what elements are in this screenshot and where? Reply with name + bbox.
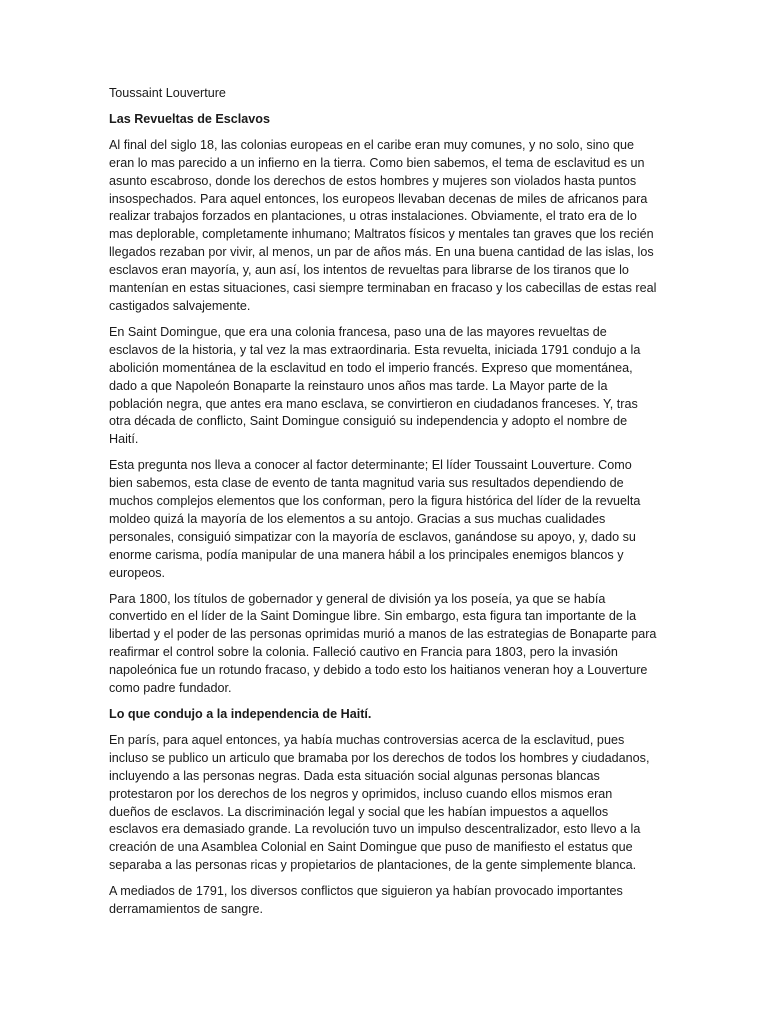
paragraph: En parís, para aquel entonces, ya había muchas controversias acerca de la esclavitud, pues incluso se publico un articulo que bramaba por los derechos de todos los hombres y ciudadanos, incluyendo a las personas negras. Dada esta situación social algunas personas blancas protestaron por los derechos de los negros y oprimidos, incluso cuando ellos mismos eran dueños de esclavos. La discriminación legal y social que les habían impuestos a aquellos esclavos era demasiado grande. La revolución tuvo un impulso descentralizador, esto llevo a la creación de una Asamblea Colonial en Saint Domingue que puso de manifiesto el estatus que separaba a las personas ricas y propietarios de plantaciones, de la gente simplemente blanca.	[109, 732, 650, 873]
paragraph: Para 1800, los títulos de gobernador y general de división ya los poseía, ya que se había convertido en el líder de la Saint Domingue libre. Sin embargo, esta figura tan importante de la libertad y el poder de las personas oprimidas murió a manos de las estrategias de Bonaparte para reafirmar el control sobre la colonia. Falleció cautivo en Francia para 1803, pero la invasión napoleónica fue un rotundo fracaso, y debido a todo esto los haitianos veneran hoy a Louverture como padre fundador.	[109, 591, 657, 696]
section-heading-independencia: Lo que condujo a la independencia de Haití.	[109, 707, 372, 721]
paragraph: A mediados de 1791, los diversos conflictos que siguieron ya habían provocado importantes derramamientos de sangre.	[109, 884, 623, 917]
document-page	[109, 85, 657, 927]
section-heading-revueltas: Las Revueltas de Esclavos	[109, 111, 271, 126]
paragraph: Esta pregunta nos lleva a conocer al factor determinante; El líder Toussaint Louverture. Como bien sabemos, esta clase de evento de tanta magnitud varia sus resultados dependiendo de muchos complejos elementos que los conforman, pero la figura histórica del líder de la revuelta moldeo quizá la mayoría de los elementos a su antojo. Gracias a sus muchas cualidades personales, consiguió simpatizar con la mayoría de esclavos, ganándose su apoyo, y, dado su enorme carisma, podía manipular de una manera hábil a los principales enemigos blancos y europeos.	[109, 458, 641, 580]
paragraph: Al final del siglo 18, las colonias europeas en el caribe eran muy comunes, y no solo, sino que eran lo mas parecido a un infierno en la tierra. Como bien sabemos, el tema de esclavitud es un asunto escabroso, donde los derechos de estos hombres y mujeres son violados hasta puntos insospechados. Para aquel entonces, los europeos llevaban decenas de miles de africanos para realizar trabajos forzados en plantaciones, u otras instalaciones. Obviamente, el trato era de lo mas deplorable, completamente inhumano; Maltratos físicos y mentales tan graves que los recién llegados rezaban por vivir, al menos, un par de años más. En una buena cantidad de las islas, los esclavos eran mayoría, y, aun así, los intentos de revueltas para librarse de los tiranos que lo mantenían en estas situaciones, casi siempre terminaban en fracaso y los cabecillas de estas real castigados salvajemente.	[109, 137, 657, 313]
paragraph: En Saint Domingue, que era una colonia francesa, paso una de las mayores revueltas de esclavos de la historia, y tal vez la mas extraordinaria. Esta revuelta, iniciada 1791 condujo a la abolición momentánea de la esclavitud en todo el imperio francés. Expreso que momentánea, dado a que Napoleón Bonaparte la reinstauro unos años mas tarde. La Mayor parte de la población negra, que antes era mano esclava, se convirtieron en ciudadanos franceses. Y, tras otra década de conflicto, Saint Domingue consiguió su independencia y adopto el nombre de Haití.	[109, 324, 641, 447]
document-title: Toussaint Louverture	[109, 86, 226, 100]
